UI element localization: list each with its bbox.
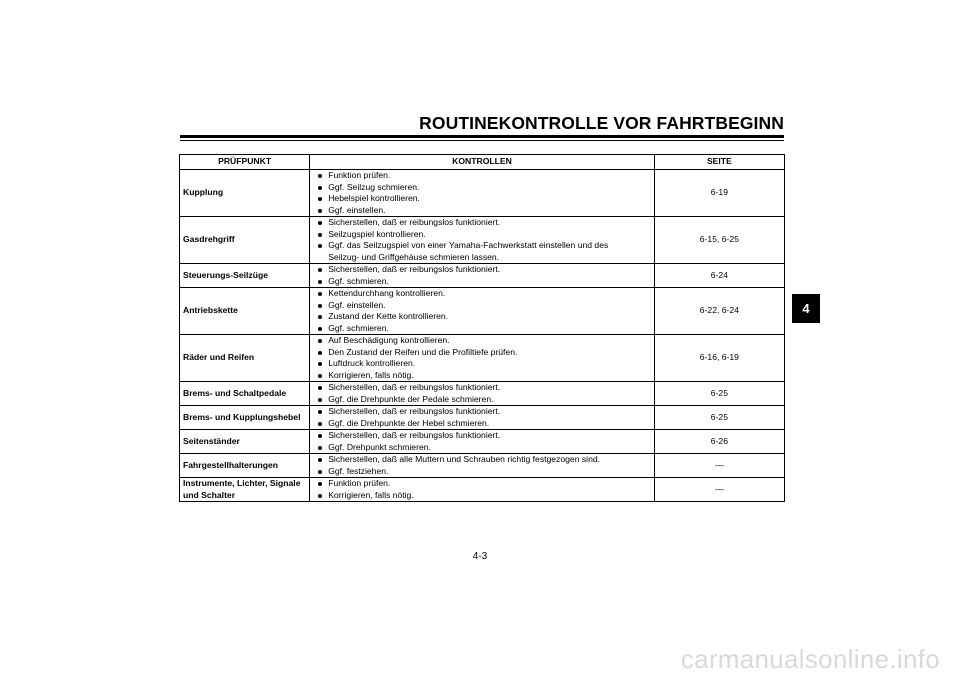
- check-item: Seilzugspiel kontrollieren.: [318, 229, 651, 241]
- page-ref-cell: 6-19: [654, 170, 784, 217]
- page-ref-cell: —: [654, 454, 784, 478]
- page-number: 4-3: [472, 551, 488, 562]
- table-header-row: [180, 155, 785, 170]
- check-item: Zustand der Kette kontrollieren.: [318, 311, 651, 323]
- checks-cell: [310, 335, 655, 382]
- check-item: Kettendurchhang kontrollieren.: [318, 288, 651, 300]
- page-ref-cell: 6-26: [654, 430, 784, 454]
- check-item: Luftdruck kontrollieren.: [318, 358, 651, 370]
- check-item: Ggf. Drehpunkt schmieren.: [318, 442, 651, 454]
- page-ref-cell: —: [654, 478, 784, 502]
- checks-cell: [310, 430, 655, 454]
- page-ref-cell: 6-25: [654, 382, 784, 406]
- check-item: Sicherstellen, daß er reibungslos funktioniert.: [318, 406, 651, 418]
- item-cell: Brems- und Kupplungshebel: [180, 406, 310, 430]
- check-item: Sicherstellen, daß er reibungslos funktioniert.: [318, 430, 651, 442]
- item-cell: Antriebskette: [180, 288, 310, 335]
- check-item: Ggf. das Seilzugspiel von einer Yamaha-Fachwerkstatt einstellen und des: [318, 240, 651, 252]
- check-item: Hebelspiel kontrollieren.: [318, 193, 651, 205]
- check-item: Ggf. schmieren.: [318, 276, 651, 288]
- check-item: Sicherstellen, daß er reibungslos funktioniert.: [318, 264, 651, 276]
- checks-cell: [310, 264, 655, 288]
- check-item: Auf Beschädigung kontrollieren.: [318, 335, 651, 347]
- check-item: Sicherstellen, daß er reibungslos funktioniert.: [318, 217, 651, 229]
- item-cell: Instrumente, Lichter, Signale und Schalter: [180, 478, 310, 502]
- table-row: [180, 406, 785, 430]
- checks-cell: [310, 288, 655, 335]
- check-item: Ggf. schmieren.: [318, 323, 651, 335]
- inspection-table: [179, 154, 785, 502]
- check-item: Funktion prüfen.: [318, 170, 651, 182]
- check-item: Korrigieren, falls nötig.: [318, 490, 651, 502]
- table-row: [180, 288, 785, 335]
- item-cell: Fahrgestellhalterungen: [180, 454, 310, 478]
- table-row: [180, 478, 785, 502]
- check-item: Sicherstellen, daß er reibungslos funktioniert.: [318, 382, 651, 394]
- checks-cell: [310, 217, 655, 264]
- column-header-page: SEITE: [654, 155, 784, 170]
- table-row: [180, 335, 785, 382]
- column-header-item: PRÜFPUNKT: [180, 155, 310, 170]
- page-ref-cell: 6-15, 6-25: [654, 217, 784, 264]
- checks-cell: [310, 406, 655, 430]
- page-ref-cell: 6-25: [654, 406, 784, 430]
- check-item: Funktion prüfen.: [318, 478, 651, 490]
- table-row: [180, 170, 785, 217]
- page-title: ROUTINEKONTROLLE VOR FAHRTBEGINN: [419, 113, 784, 133]
- item-cell: Steuerungs-Seilzüge: [180, 264, 310, 288]
- checks-cell: [310, 478, 655, 502]
- item-cell: Brems- und Schaltpedale: [180, 382, 310, 406]
- table-row: [180, 454, 785, 478]
- chapter-tab: 4: [792, 294, 820, 323]
- table-row: [180, 217, 785, 264]
- title-rule: [180, 135, 784, 138]
- check-item: Ggf. einstellen.: [318, 205, 651, 217]
- check-item: Ggf. einstellen.: [318, 300, 651, 312]
- column-header-checks: KONTROLLEN: [310, 155, 655, 170]
- title-rule-thin: [180, 140, 784, 141]
- checks-cell: [310, 454, 655, 478]
- item-cell: Räder und Reifen: [180, 335, 310, 382]
- page-ref-cell: 6-24: [654, 264, 784, 288]
- check-item-continuation: Seilzug- und Griffgehäuse schmieren lassen.: [328, 251, 500, 262]
- check-item: Ggf. die Drehpunkte der Pedale schmieren.: [318, 394, 651, 406]
- check-item: Korrigieren, falls nötig.: [318, 370, 651, 382]
- checks-cell: [310, 170, 655, 217]
- item-cell: Seitenständer: [180, 430, 310, 454]
- check-item: Ggf. Seilzug schmieren.: [318, 182, 651, 194]
- check-item: Den Zustand der Reifen und die Profiltiefe prüfen.: [318, 347, 651, 359]
- check-item: Sicherstellen, daß alle Muttern und Schrauben richtig festgezogen sind.: [318, 454, 651, 466]
- watermark: carmanualsonline.info: [680, 644, 940, 674]
- item-cell: Gasdrehgriff: [180, 217, 310, 264]
- item-cell: Kupplung: [180, 170, 310, 217]
- check-item: Ggf. die Drehpunkte der Hebel schmieren.: [318, 418, 651, 430]
- check-item: Ggf. festziehen.: [318, 466, 651, 478]
- page-ref-cell: 6-16, 6-19: [654, 335, 784, 382]
- table-row: [180, 264, 785, 288]
- table-row: [180, 382, 785, 406]
- table-row: [180, 430, 785, 454]
- checks-cell: [310, 382, 655, 406]
- page-ref-cell: 6-22, 6-24: [654, 288, 784, 335]
